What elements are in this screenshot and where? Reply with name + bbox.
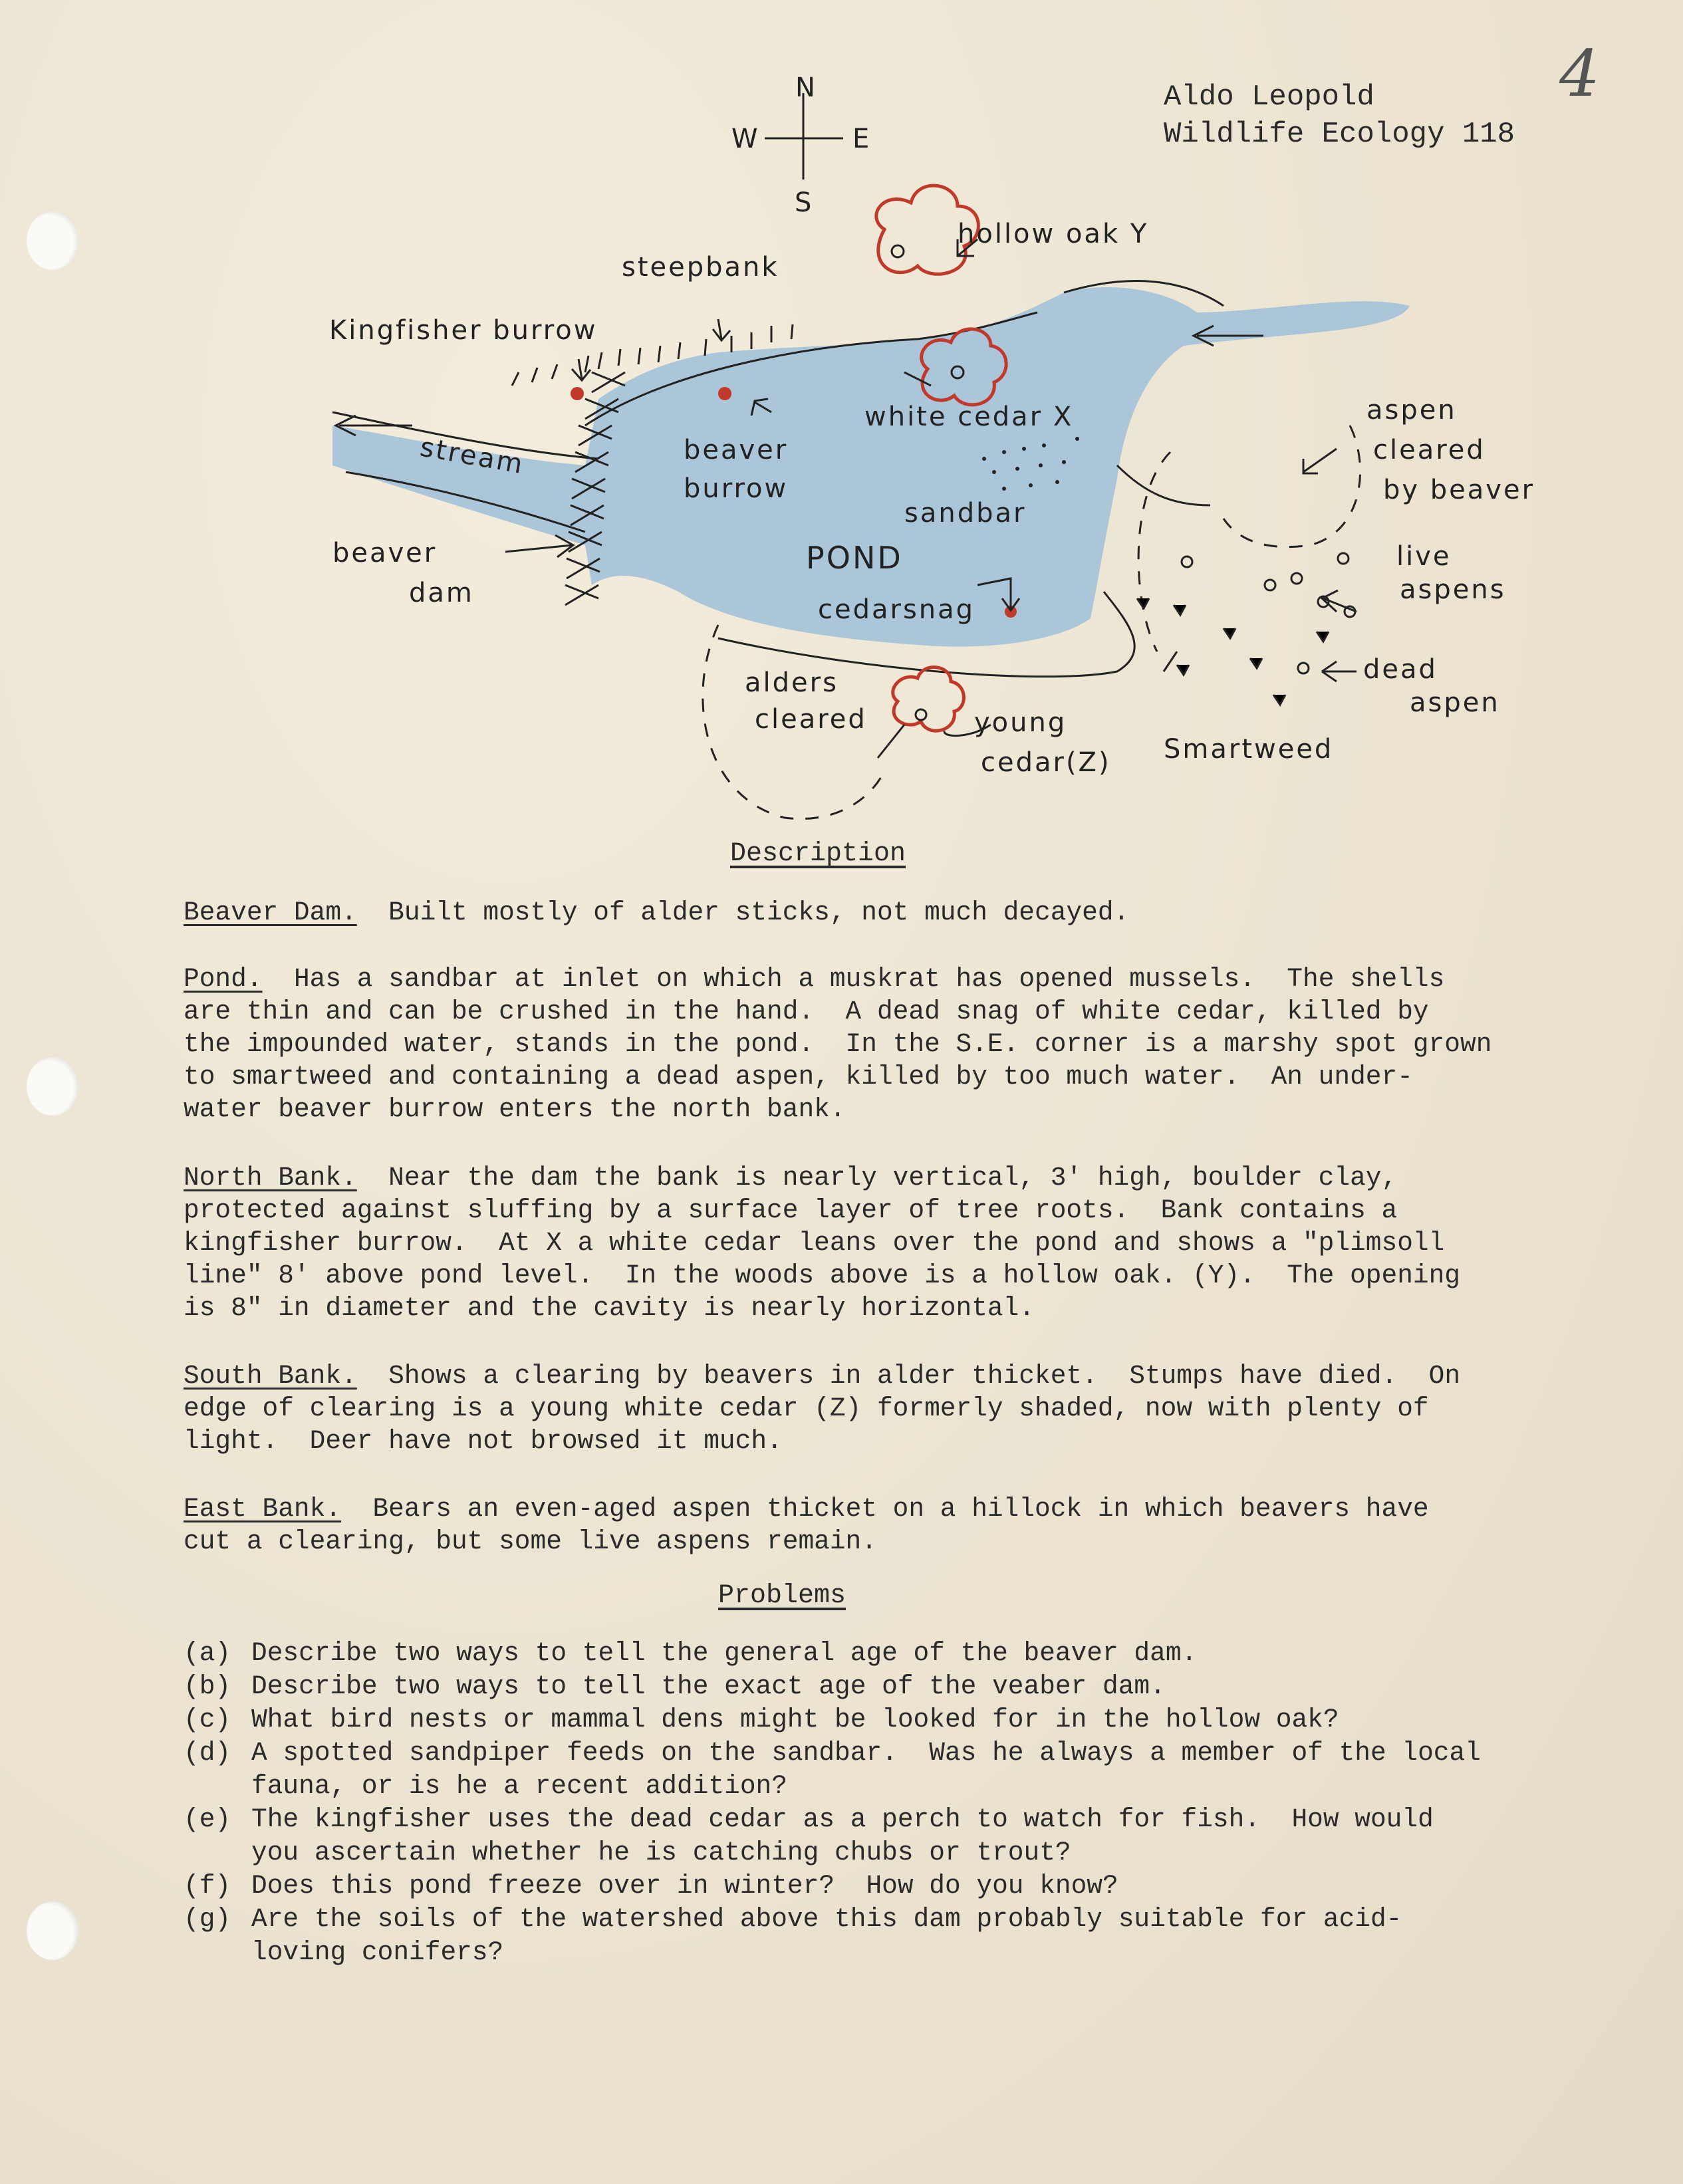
problem-text: Does this pond freeze over in winter? How do you know?: [251, 1871, 1118, 1901]
text-beaver-dam: Built mostly of alder sticks, not much decayed.: [356, 898, 1130, 927]
young-cedar-tree: [893, 667, 964, 731]
problem-letter: (b): [184, 1671, 231, 1701]
problem-text: The kingfisher uses the dead cedar as a perch to watch for fish. How would you ascertain whether he is catching chubs or trout?: [251, 1804, 1434, 1868]
problem-text: Are the soils of the watershed above this dam probably suitable for acid- loving conifers?: [251, 1904, 1402, 1967]
text-east-bank: Bears an even-aged aspen thicket on a hillock in which beavers have cut a clearing, but some live aspens remain.: [184, 1494, 1429, 1556]
punch-hole-middle: [27, 1057, 78, 1116]
problem-text: Describe two ways to tell the general age of the beaver dam.: [251, 1638, 1198, 1668]
label-steep-bank: steepbank: [622, 252, 779, 283]
problem-item: [184, 1703, 1613, 1737]
label-south-bank: South Bank.: [184, 1361, 357, 1391]
problems-title: Problems: [718, 1581, 846, 1611]
label-stream: stream: [418, 431, 527, 481]
text-south-bank: Shows a clearing by beavers in alder thicket. Stumps have died. On edge of clearing is a young white cedar (Z) formerly shaded, now with plenty of light. Deer have not browsed it much.: [184, 1361, 1461, 1456]
label-white-cedar: white cedar X: [864, 402, 1074, 432]
problems-list: [184, 1637, 1613, 1969]
problem-letter: (a): [184, 1638, 231, 1668]
problem-item: [184, 1637, 1613, 1670]
label-smartweed: Smartweed: [1164, 734, 1334, 765]
problem-text: A spotted sandpiper feeds on the sandbar. Was he always a member of the local fauna, or is he a recent addition?: [251, 1738, 1481, 1801]
problem-letter: (e): [184, 1804, 231, 1834]
label-alders-cleared-1: alders: [745, 667, 839, 698]
problem-letter: (d): [184, 1738, 231, 1768]
problem-item: [184, 1903, 1613, 1969]
label-dead-aspen-2: aspen: [1410, 687, 1500, 718]
punch-hole-bottom: [27, 1901, 78, 1960]
label-dead-aspen-1: dead: [1363, 654, 1438, 685]
label-live-aspens-2: aspens: [1400, 574, 1506, 605]
paragraph-south-bank: [184, 1360, 1593, 1457]
description-title: Description: [730, 839, 906, 869]
problem-letter: (f): [184, 1871, 231, 1901]
label-east-bank: East Bank.: [184, 1494, 342, 1524]
page-number: 4: [1559, 37, 1601, 111]
problem-item: [184, 1803, 1613, 1870]
label-young-cedar-2: cedar(Z): [981, 747, 1111, 778]
text-north-bank: Near the dam the bank is nearly vertical, 3' high, boulder clay, protected against sluffing by a surface layer of tree roots. Bank contains a kingfisher burrow. At X a white cedar leans over the pond and shows a "plimsoll line" 8' above pond level. In the woods above is a hollow oak. (Y). The opening is 8" in diameter and the cavity is nearly horizontal.: [184, 1163, 1461, 1323]
beaver-burrow-dot: [718, 387, 731, 400]
label-beaver-dam-1: beaver: [332, 538, 438, 568]
problem-item: [184, 1870, 1613, 1903]
label-young-cedar-1: young: [974, 707, 1067, 738]
label-beaver-burrow-1: beaver: [684, 435, 789, 465]
label-beaver-dam: Beaver Dam.: [184, 898, 357, 927]
author-name: Aldo Leopold: [1164, 80, 1374, 114]
paragraph-east-bank: [184, 1493, 1593, 1558]
label-kingfisher-burrow: Kingfisher burrow: [329, 315, 598, 346]
problem-item: [184, 1670, 1613, 1703]
pond-map: [0, 0, 1683, 838]
label-cedar-snag: cedarsnag: [818, 594, 975, 625]
label-aspen-cleared-3: by beaver: [1383, 475, 1535, 505]
label-beaver-dam-2: dam: [409, 578, 474, 608]
label-sandbar: sandbar: [904, 498, 1027, 529]
compass-w: W: [731, 124, 760, 154]
problem-text: Describe two ways to tell the exact age of the veaber dam.: [251, 1671, 1166, 1701]
paragraph-north-bank: [184, 1161, 1593, 1324]
label-aspen-cleared-1: aspen: [1366, 395, 1457, 425]
compass-rose: [765, 93, 843, 180]
problem-item: [184, 1737, 1613, 1803]
paragraph-pond: [184, 963, 1593, 1126]
label-pond-para: Pond.: [184, 964, 263, 994]
problem-letter: (g): [184, 1904, 231, 1934]
label-pond: POND: [806, 540, 903, 576]
label-live-aspens-1: live: [1396, 541, 1452, 572]
label-north-bank: North Bank.: [184, 1163, 357, 1193]
label-hollow-oak: hollow oak Y: [958, 219, 1149, 249]
kingfisher-burrow-dot: [571, 387, 584, 400]
compass-n: N: [795, 72, 817, 103]
compass-s: S: [795, 187, 814, 218]
compass-e: E: [852, 124, 872, 154]
problem-text: What bird nests or mammal dens might be looked for in the hollow oak?: [251, 1705, 1339, 1735]
paragraph-beaver-dam: [184, 896, 1593, 929]
problem-letter: (c): [184, 1705, 231, 1735]
course-name: Wildlife Ecology 118: [1164, 118, 1515, 151]
label-aspen-cleared-2: cleared: [1373, 435, 1486, 465]
label-alders-cleared-2: cleared: [755, 704, 867, 735]
text-pond: Has a sandbar at inlet on which a muskrat has opened mussels. The shells are thin and can be crushed in the hand. A dead snag of white cedar, killed by the impounded water, stands in the pond. In the S.E. corner is a marshy spot grown to smartweed and containing a dead aspen, killed by too much water. An under- water beaver burrow enters the north bank.: [184, 964, 1492, 1124]
label-beaver-burrow-2: burrow: [684, 473, 789, 504]
